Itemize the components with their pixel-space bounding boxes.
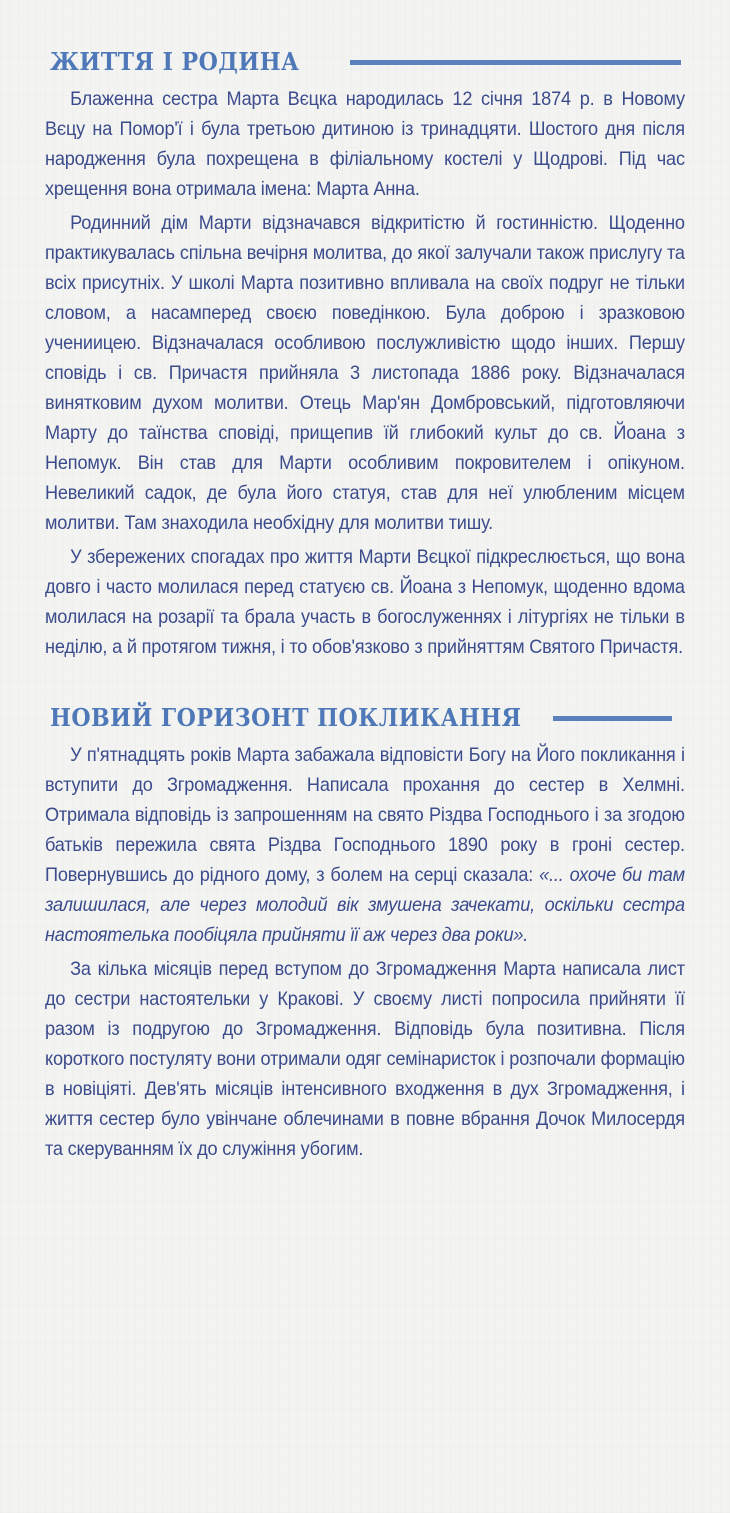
paragraph-entry: За кілька місяців перед вступом до Згромадження Марта написала лист до сестри настоятельки у Кракові. У своєму листі попросила прийняти її разом із подругою до Згромадження. Відповідь була позитивна. Після короткого постуляту вони отримали одяг семінаристок і розпочали формацію в новіціяті. Дев'ять місяців інтенсивного входження в дух Згромадження, і життя сестер було увінчане облечинами в повне вбрання Дочок Милосердя та скеруванням їх до служіння убогим. [45,958,685,1160]
paragraph-birth: Блаженна сестра Марта Вєцка народилась 12 січня 1874 р. в Новому Вєцу на Помор'ї і була третьою дитиною із тринадцяти. Шостого дня після народження була похрещена в філіальному костелі у Щодрові. Під час хрещення вона отримала імена: Марта Анна. [45,88,685,200]
paragraph-memories: У збережених спогадах про життя Марти Вєцкої підкреслюється, що вона довго і часто молилася перед статуєю св. Йоана з Непомук, щоденно вдома молилася на розарії та брала участь в богослуженнях і літургіях не тільки в неділю, а й протягом тижня, і то обов'язково з прийняттям Святого Причастя. [45,546,685,658]
vocation-text: У п'ятнадцять років Марта забажала відповісти Богу на Його покликання і вступити до Згромадження. Написала прохання до сестер в Хелмні. Отримала відповідь із запрошенням на свято Різдва Господнього і за згодою батьків пережила свята Різдва Господнього 1890 року в гроні сестер. Повернувшись до рідного дому, з болем на серці сказала: [45,744,685,886]
section-title: НОВИЙ ГОРИЗОНТ ПОКЛИКАННЯ [50,703,522,732]
paragraph-family-home: Родинний дім Марти відзначався відкритістю й гостинністю. Щоденно практикувалась спільна вечірня молитва, до якої залучали також прислугу та всіх присутніх. У школі Марта позитивно впливала на своїх подруг не тільки словом, а насамперед своєю поведінкою. Була доброю і зразковою учениицею. Відзначалася особливою послужливістю щодо інших. Першу сповідь і св. Причастя прийняла 3 листопада 1886 року. Відзначалася винятковим духом молитви. Отець Мар'ян Домбровський, підготовляючи Марту до таїнства сповіді, прищепив їй глибокий культ до св. Йоана з Непомук. Він став для Марти особливим покровителем і опікуном. Невеликий садок, де була його статуя, став для неї улюбленим місцем молитви. Там знаходила необхідну для молитви тишу. [45,212,685,534]
quote-text: «... охоче би там залишилася, але через молодий вік змушена зачекати, оскільки сестра настоятелька пообіцяла прийняти її аж через два роки». [45,864,685,946]
title-rule-divider [553,716,672,721]
section-header-new-horizon [45,696,685,736]
section-title: ЖИТТЯ І РОДИНА [50,47,300,76]
section-header-life-and-family [45,40,685,80]
title-rule-divider [350,60,681,65]
paragraph-vocation [45,740,685,950]
document-page [45,0,685,1164]
